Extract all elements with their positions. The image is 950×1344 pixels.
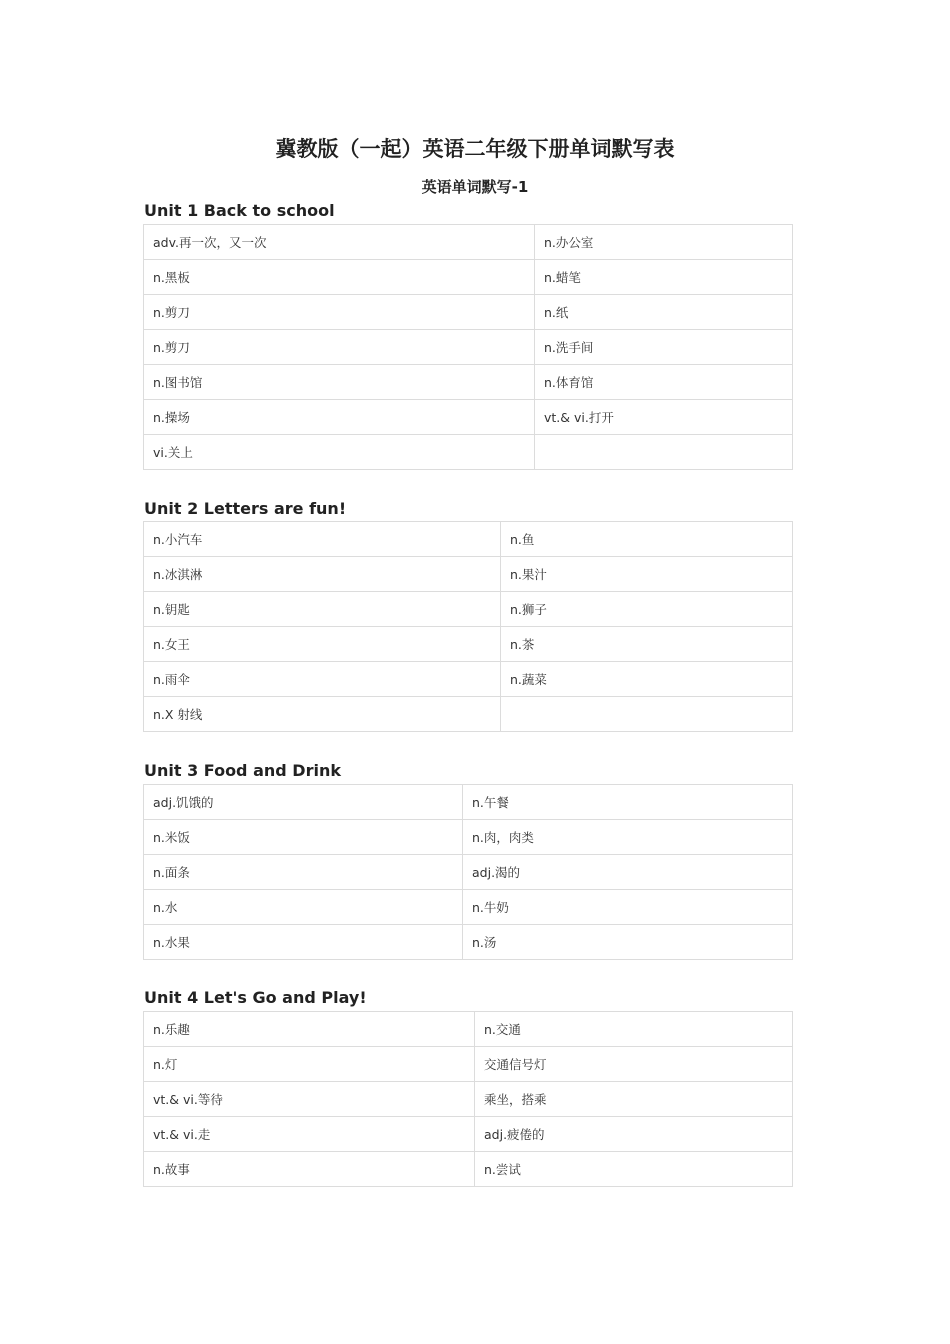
table-row	[144, 592, 793, 627]
word-cell: 乘坐，搭乘	[475, 1082, 793, 1117]
word-cell: n.肉，肉类	[463, 820, 793, 855]
word-cell: 交通信号灯	[475, 1047, 793, 1082]
word-cell: n.米饭	[144, 820, 463, 855]
word-cell: n.面条	[144, 855, 463, 890]
word-cell	[501, 697, 793, 732]
table-row	[144, 330, 793, 365]
word-cell: n.水	[144, 890, 463, 925]
word-cell: n.茶	[501, 627, 793, 662]
word-cell: n.故事	[144, 1152, 475, 1187]
table-row	[144, 662, 793, 697]
table-row	[144, 925, 793, 960]
table-row	[144, 557, 793, 592]
unit-2-heading: Unit 2 Letters are fun!	[144, 499, 347, 518]
table-row	[144, 522, 793, 557]
table-row	[144, 697, 793, 732]
table-row	[144, 820, 793, 855]
unit-1-word-table	[143, 224, 793, 470]
table-row	[144, 225, 793, 260]
word-cell: n.操场	[144, 400, 535, 435]
word-cell: n.蔬菜	[501, 662, 793, 697]
word-cell: n.黑板	[144, 260, 535, 295]
word-cell: n.蜡笔	[535, 260, 793, 295]
word-cell: vt.& vi.走	[144, 1117, 475, 1152]
word-cell: n.狮子	[501, 592, 793, 627]
word-cell: n.女王	[144, 627, 501, 662]
word-cell: n.乐趣	[144, 1012, 475, 1047]
word-cell: n.午餐	[463, 785, 793, 820]
word-cell: adj.疲倦的	[475, 1117, 793, 1152]
table-row	[144, 1117, 793, 1152]
word-cell: n.洗手间	[535, 330, 793, 365]
table-row	[144, 260, 793, 295]
unit-1-heading: Unit 1 Back to school	[144, 201, 335, 220]
word-cell: n.小汽车	[144, 522, 501, 557]
word-cell: n.办公室	[535, 225, 793, 260]
word-cell: n.剪刀	[144, 330, 535, 365]
word-cell: vt.& vi.打开	[535, 400, 793, 435]
unit-2-word-table	[143, 521, 793, 732]
table-row	[144, 1012, 793, 1047]
word-cell: n.汤	[463, 925, 793, 960]
word-cell: n.交通	[475, 1012, 793, 1047]
table-row	[144, 855, 793, 890]
table-row	[144, 1047, 793, 1082]
word-cell: vt.& vi.等待	[144, 1082, 475, 1117]
page-title: 冀教版（一起）英语二年级下册单词默写表	[275, 137, 675, 161]
table-row	[144, 1082, 793, 1117]
word-cell	[535, 435, 793, 470]
unit-4-word-table	[143, 1011, 793, 1187]
word-cell: n.体育馆	[535, 365, 793, 400]
table-row	[144, 785, 793, 820]
word-cell: n.牛奶	[463, 890, 793, 925]
unit-3-heading: Unit 3 Food and Drink	[144, 761, 341, 780]
word-cell: adv.再一次，又一次	[144, 225, 535, 260]
table-row	[144, 400, 793, 435]
word-cell: vi.关上	[144, 435, 535, 470]
table-row	[144, 435, 793, 470]
word-cell: n.水果	[144, 925, 463, 960]
word-cell: adj.饥饿的	[144, 785, 463, 820]
table-row	[144, 890, 793, 925]
unit-4-heading: Unit 4 Let's Go and Play!	[144, 988, 367, 1007]
table-row	[144, 1152, 793, 1187]
word-cell: n.钥匙	[144, 592, 501, 627]
word-cell: n.鱼	[501, 522, 793, 557]
word-cell: n.纸	[535, 295, 793, 330]
word-cell: adj.渴的	[463, 855, 793, 890]
word-cell: n.X 射线	[144, 697, 501, 732]
word-cell: n.尝试	[475, 1152, 793, 1187]
word-cell: n.雨伞	[144, 662, 501, 697]
word-cell: n.图书馆	[144, 365, 535, 400]
unit-3-word-table	[143, 784, 793, 960]
word-cell: n.冰淇淋	[144, 557, 501, 592]
page-subtitle: 英语单词默写-1	[421, 178, 529, 196]
table-row	[144, 627, 793, 662]
table-row	[144, 295, 793, 330]
word-cell: n.灯	[144, 1047, 475, 1082]
word-cell: n.剪刀	[144, 295, 535, 330]
table-row	[144, 365, 793, 400]
word-cell: n.果汁	[501, 557, 793, 592]
